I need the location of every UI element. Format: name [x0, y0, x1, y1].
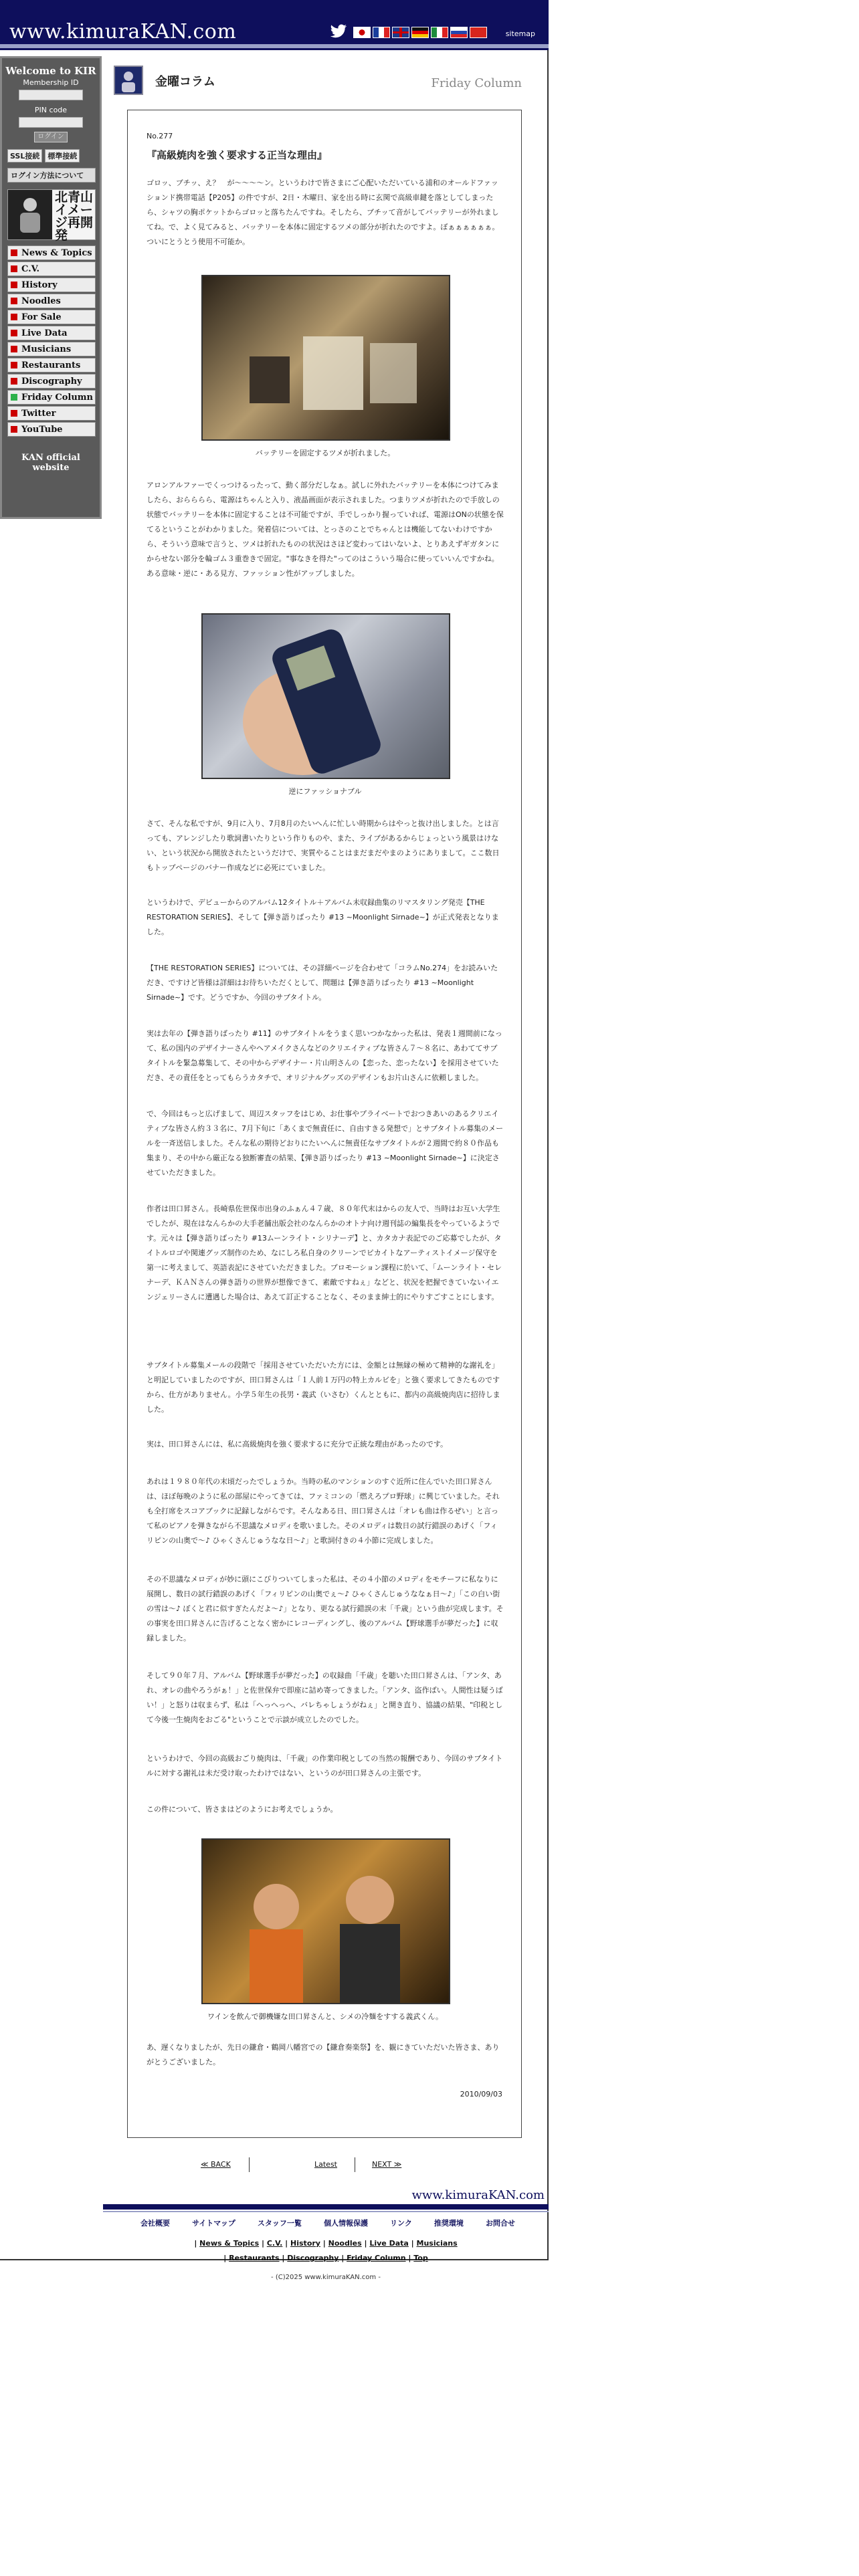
next-link[interactable]: NEXT ≫: [372, 2160, 402, 2169]
site-logo[interactable]: www.kimuraKAN.com: [9, 20, 237, 43]
article-paragraph: その不思議なメロディが妙に頭にこびりついてしまった私は、その４小節のメロディをモチーフに私なりに展開し、数日の試行錯誤のあげく「フィリピンの山奥でぇ〜♪ ひゃくさんじゅうななぁ日〜♪」「この白い街の雪は〜♪ ぼくと君に似すぎたんだよ〜♪」となり、更なる試行錯誤の末「千歳」という曲が完成します。その事実を田口昇さんに告げることなく密かにレコーディングし、後のアルバム【野球選手が夢だった】に収録しました。: [147, 1575, 504, 1642]
pin-code-label: PIN code: [34, 106, 68, 114]
footer-links-nav: | News & Topics | C.V. | History | Noodles | Live Data | Musicians: [194, 2239, 458, 2248]
flag-china-icon[interactable]: [470, 27, 487, 38]
footer-link-privacy[interactable]: 個人情報保護: [323, 2219, 368, 2228]
nav-marker-icon: [11, 314, 17, 320]
membership-id-label: Membership ID: [23, 78, 79, 87]
page-title: 金曜コラム: [155, 75, 215, 89]
sidebar-item-history[interactable]: [7, 278, 96, 292]
sidebar-item-youtube[interactable]: [7, 422, 96, 437]
kan-banner-photo: [8, 190, 52, 239]
sidebar-item-label: History: [21, 280, 58, 290]
login-button[interactable]: ログイン: [34, 132, 68, 142]
article-paragraph: 実は去年の【弾き語りばったり #11】のサブタイトルをうまく思いつかなかった私は、発表１週間前になって、私の国内のデザイナーさんやヘアメイクさんなどのクリエイティブな皆さん７〜８名に、あわててサブタイトルを緊急募集して、その中からデザイナー・片山明さんの【恋った、恋ったない】を採用させていただき、その責任をとってもらうカタチで、オリジナルグッズのデザインもお片山さんに依頼しました。: [147, 1029, 502, 1082]
sidebar-item-label: Friday Column: [21, 392, 93, 403]
sidebar-item-label: C.V.: [21, 263, 39, 274]
article-paragraph: アロンアルファーでくっつけるったって、動く部分だしなぁ。試しに外れたバッテリーを本体につけてみましたら、おらららら、電源はちゃんと入り、液晶画面が表示されました。つまりツメが折れたので手放しの状態でバッテリーを本体に固定することは不可能ですが、手でしっかり握っていれば、電源はONの状態を保てるということがわかりました。発着信については、とっさのことでちゃんとは機能してないわけですから、そういう意味で言うと、ツメは折れたものの状況はさほど変わってはいないよ、とりあえずギガタンにからせない部分を輪ゴム３重巻きで固定。"事なきを得た"ってのはこういう場合に使っていいんですかね。ある意味・逆に・ある見方、ファッション性がアップしました。: [147, 481, 504, 578]
phone-in-hand-image: [203, 615, 450, 779]
person-icon: [115, 67, 142, 94]
photo-caption: ワインを飲んで御機嫌な田口昇さんと、シメの冷麺をすする義武くん。: [207, 2012, 444, 2021]
page-subtitle: Friday Column: [431, 76, 522, 90]
site-header: [0, 0, 549, 44]
flag-russia-icon[interactable]: [450, 27, 468, 38]
sitemap-link[interactable]: sitemap: [505, 29, 535, 38]
footer-link-news-topics[interactable]: News & Topics: [199, 2239, 260, 2248]
article-paragraph: 【THE RESTORATION SERIES】については、その詳細ページを合わせて「コラムNo.274」をお読みいただき、ですけど皆様は詳細はお待ちいただくとして、問題は【弾き語りばったり #13 ~Moonlight Sirnade~】です。どうですか、今回のサブタイトル。: [147, 964, 498, 1002]
article-title: 『高級焼肉を強く要求する正当な理由』: [147, 149, 328, 161]
photo-caption: バッテリーを固定するツメが折れました。: [255, 449, 395, 457]
ssl-connect-button[interactable]: SSL接続: [7, 149, 42, 163]
footer-link-friday-column[interactable]: Friday Column: [347, 2254, 406, 2262]
article-paragraph: さて、そんな私ですが、9月に入り、7月8月のたいへんに忙しい時期からはやっと抜け出しました。とは言っても、アレンジしたり歌詞書いたりという作りものや、また、ライブがあるからじょっという風景はけない、という状況から開放されたというだけで、実質やることはまだまだやまのようにありまして。ここ数日もトップページのバナー作成などに必死にていました。: [147, 819, 500, 872]
kan-banner-text: 北青山イメージ再開発: [55, 190, 94, 243]
sidebar: [0, 56, 102, 519]
copyright: - (C)2025 www.kimuraKAN.com -: [271, 2274, 381, 2281]
kan-banner[interactable]: [7, 189, 96, 243]
article-paragraph: ゴロッ、ブチッ、え？ が〜〜〜〜ン。というわけで皆さまにご心配いただいている浦和のオールドファッションド携帯電話【P205】の件ですが、2日・木曜日、家を出る時に玄関で高級車鍵を落としてしまったら、シャツの胸ポケットからゴロッと落ちたんですね。そしたら、ブチッて音がしてバッテリーが外れましてね。で、よく見てみると、バッテリーを本体に固定するツメの部分が折れたのですよ。ぼぁぁぁぁぁぁ。ついにとうとう使用不可能か。: [147, 179, 500, 246]
footer-link-live-data[interactable]: Live Data: [369, 2239, 409, 2248]
footer-link-history[interactable]: History: [290, 2239, 320, 2248]
sidebar-item-noodles[interactable]: [7, 294, 96, 308]
flag-germany-icon[interactable]: [411, 27, 429, 38]
twitter-icon[interactable]: [330, 24, 347, 39]
sidebar-item-for-sale[interactable]: [7, 310, 96, 324]
nav-marker-icon: [11, 346, 17, 352]
article-number: No.277: [147, 132, 173, 140]
footer-link-musicians[interactable]: Musicians: [416, 2239, 458, 2248]
sidebar-item-label: Restaurants: [21, 360, 81, 370]
official-website-label: KAN official website: [21, 453, 80, 473]
flag-france-icon[interactable]: [373, 27, 390, 38]
sidebar-item-cv[interactable]: [7, 261, 96, 276]
sidebar-item-label: Live Data: [21, 328, 68, 338]
footer-link-links[interactable]: リンク: [390, 2219, 412, 2228]
nav-marker-icon: [11, 282, 17, 288]
footer-logo[interactable]: www.kimuraKAN.com: [411, 2188, 545, 2202]
sidebar-item-label: YouTube: [21, 424, 63, 435]
kan-figure-icon: [12, 194, 48, 235]
photo-caption: 逆にファッショナブル: [288, 787, 362, 796]
sidebar-item-live-data[interactable]: [7, 326, 96, 340]
flag-uk-icon[interactable]: [392, 27, 409, 38]
footer-link-noodles[interactable]: Noodles: [328, 2239, 362, 2248]
sidebar-item-label: Discography: [21, 376, 82, 387]
welcome-heading: Welcome to KIR: [5, 65, 96, 77]
article-paragraph: この件について、皆さまはどのようにお考えでしょうか。: [147, 1805, 338, 1814]
nav-marker-icon: [11, 362, 17, 368]
sidebar-nav: [7, 245, 96, 437]
sidebar-item-label: Musicians: [21, 344, 72, 354]
sidebar-item-label: Noodles: [21, 296, 61, 306]
standard-connect-button[interactable]: 標準接続: [45, 149, 80, 163]
back-link[interactable]: ≪ BACK: [201, 2160, 231, 2169]
article-paragraph: サブタイトル募集メールの段階で「採用させていただいた方には、金額とは無縁の極めて精神的な謝礼を」と明記していましたのですが、田口昇さんは「１人前１万円の特上カルビを」と強く要求してきたものですから、仕方がありません。小学５年生の長男・義武（いさむ）くんとともに、都内の高級焼肉店に招待しました。: [147, 1361, 500, 1414]
latest-link[interactable]: Latest: [314, 2160, 337, 2169]
footer-link-environment[interactable]: 推奨環境: [434, 2219, 464, 2228]
article-paragraph: 実は、田口昇さんには、私に高級焼肉を強く要求するに充分で正統な理由があったのです。: [147, 1440, 448, 1448]
sidebar-item-label: For Sale: [21, 312, 62, 322]
sidebar-item-news-topics[interactable]: [7, 245, 96, 260]
broken-battery-photo: [201, 275, 450, 441]
two-people-image: [203, 1840, 450, 2004]
flag-japan-icon[interactable]: [353, 27, 371, 38]
language-flags: [353, 27, 487, 38]
flag-italy-icon[interactable]: [431, 27, 448, 38]
header-divider-dark: [0, 48, 549, 50]
article-paragraph: というわけで、今回の高級おごり焼肉は、「千歳」の作業印税としての当然の報酬であり、今回のサブタイトルに対する謝礼は未だ受け取ったわけではない、というのが田口昇さんの主張です。: [147, 1754, 503, 1778]
nav-marker-icon: [11, 265, 17, 272]
footer-link-cv[interactable]: C.V.: [266, 2239, 283, 2248]
footer-divider: [103, 2204, 549, 2210]
article-paragraph: というわけで、デビューからのアルバム12タイトル＋アルバム未収録曲集のリマスタリング発売【THE RESTORATION SERIES】、そして【弾き語りばったり #13 ~Moonlight Sirnade~】が正式発表となりました。: [147, 898, 499, 936]
sidebar-item-discography[interactable]: [7, 374, 96, 389]
footer-link-discography[interactable]: Discography: [287, 2254, 339, 2262]
nav-marker-active-icon: [11, 394, 17, 401]
pin-code-input[interactable]: [19, 117, 83, 128]
article-frame: [127, 110, 522, 2138]
sidebar-item-restaurants[interactable]: [7, 358, 96, 372]
pager-divider: [249, 2157, 250, 2172]
sidebar-item-label: Twitter: [21, 408, 56, 419]
column-icon: [114, 66, 143, 95]
phone-battery-image: [203, 276, 450, 441]
footer-link-staff[interactable]: スタッフ一覧: [257, 2219, 302, 2228]
footer-divider-light: [103, 2211, 549, 2212]
sidebar-item-friday-column[interactable]: [7, 390, 96, 405]
nav-marker-icon: [11, 249, 17, 256]
nav-marker-icon: [11, 410, 17, 417]
article-paragraph: 作者は田口昇さん。長崎県佐世保市出身のふぁん４７歳、８０年代末はからの友人で、当時はお互い大学生でしたが、現在はなんらかの大手老舗出版会社のなんらかのオトナ向け週刊誌の編集長をやっているようです。元々は【弾き語りばったり #13ムーンライト・シリナーデ】と、カタカナ表記でのご応募でしたが、タイトルロゴや関連グッズ制作のため、なにしろ私自身のクリーンでピカイトなアーティストイメージ保守を第一に考えまして、英語表記にさせていただきました。プロモーション課程に於いて、「ムーンライト・セレナーデ、ＫＡＮさんの弾き語りの世界が想像できて、素敵ですねぇ」などと、状況を把握できていないイエンジェリーさんに遭遇した場合は、あえて訂正することなく、そのまま紳士的にやりすごすことにします。: [147, 1204, 502, 1301]
nav-marker-icon: [11, 298, 17, 304]
article-paragraph: あ、遅くなりましたが、先日の鎌倉・鶴岡八幡宮での【鎌倉奏楽祭】を、観にきていただいた皆さま、ありがとうございました。: [147, 2043, 500, 2066]
footer-links-company: [140, 2218, 515, 2228]
nav-marker-icon: [11, 426, 17, 433]
restaurant-photo: [201, 1838, 450, 2004]
pagination: [201, 2160, 455, 2176]
sidebar-item-label: News & Topics: [21, 247, 92, 258]
footer-link-top[interactable]: Top: [413, 2254, 428, 2262]
connection-buttons: [7, 149, 96, 163]
nav-marker-icon: [11, 378, 17, 385]
sidebar-item-musicians[interactable]: [7, 342, 96, 356]
footer-link-sitemap[interactable]: サイトマップ: [192, 2219, 235, 2228]
article-paragraph: あれは１９８０年代の末頃だったでしょうか。当時の私のマンションのすぐ近所に住んでいた田口昇さんは、ほぼ毎晩のように私の部屋にやってきては、ファミコンの「燃えろプロ野球」に興じていました。それも全打席をスコアブックに記録しながらです。そんなある日、田口昇さんは「オレも曲は作るぜい」と言って私のピアノを弾きながら不思議なメロディを歌いました。そのメロディは数日の試行錯誤のあげく「フィリピンの山奥で〜♪ ひゃくさんじゅうなな日〜♪」と歌詞付きの４小節に完成しました。: [147, 1477, 500, 1545]
footer-links-nav-2: | Restaurants | Discography | Friday Column | Top: [223, 2254, 428, 2262]
footer-link-restaurants[interactable]: Restaurants: [229, 2254, 280, 2262]
how-to-login-link[interactable]: ログイン方法について: [7, 168, 96, 183]
nav-marker-icon: [11, 330, 17, 336]
membership-id-input[interactable]: [19, 90, 83, 100]
footer-link-contact[interactable]: お問合せ: [485, 2219, 515, 2228]
phone-in-hand-photo: [201, 613, 450, 779]
article-paragraph: で、今回はもっと広げまして、周辺スタッフをはじめ、お仕事やプライベートでおつきあいのあるクリエイティブな皆さん約３３名に、7月下旬に「あくまで無責任に、自由すきる発想で」とサブタイトル募集のメールを一斉送信しました。そんな私の期待どおりにたいへんに無責任なサブタイトルが２週間で約８０作品も集まり、その中から厳正なる独断審査の結果、【弾き語りばったり #13 ~Moonlight Sirnade~】に決定させていただきました。: [147, 1109, 504, 1177]
footer-link-company[interactable]: 会社概要: [140, 2219, 170, 2228]
article-paragraph: そして９０年７月、アルバム【野球選手が夢だった】の収録曲「千歳」を聴いた田口昇さんは、「アンタ、あれ、オレの曲やろうがぁ！」と佐世保弁で即座に詰め寄ってきました。「アンタ、盗作ばい。人間性は疑うばい！」と怒りは収まらず、私は「へっへっへ、バレちゃしょうがねぇ」と開き直り、協議の結果、"印税として今後一生焼肉をおごる"ということで示談が成立したのでした。: [147, 1671, 503, 1724]
column-titlebar: [114, 64, 522, 98]
sidebar-item-twitter[interactable]: [7, 406, 96, 421]
article-date: 2010/09/03: [460, 2090, 502, 2099]
